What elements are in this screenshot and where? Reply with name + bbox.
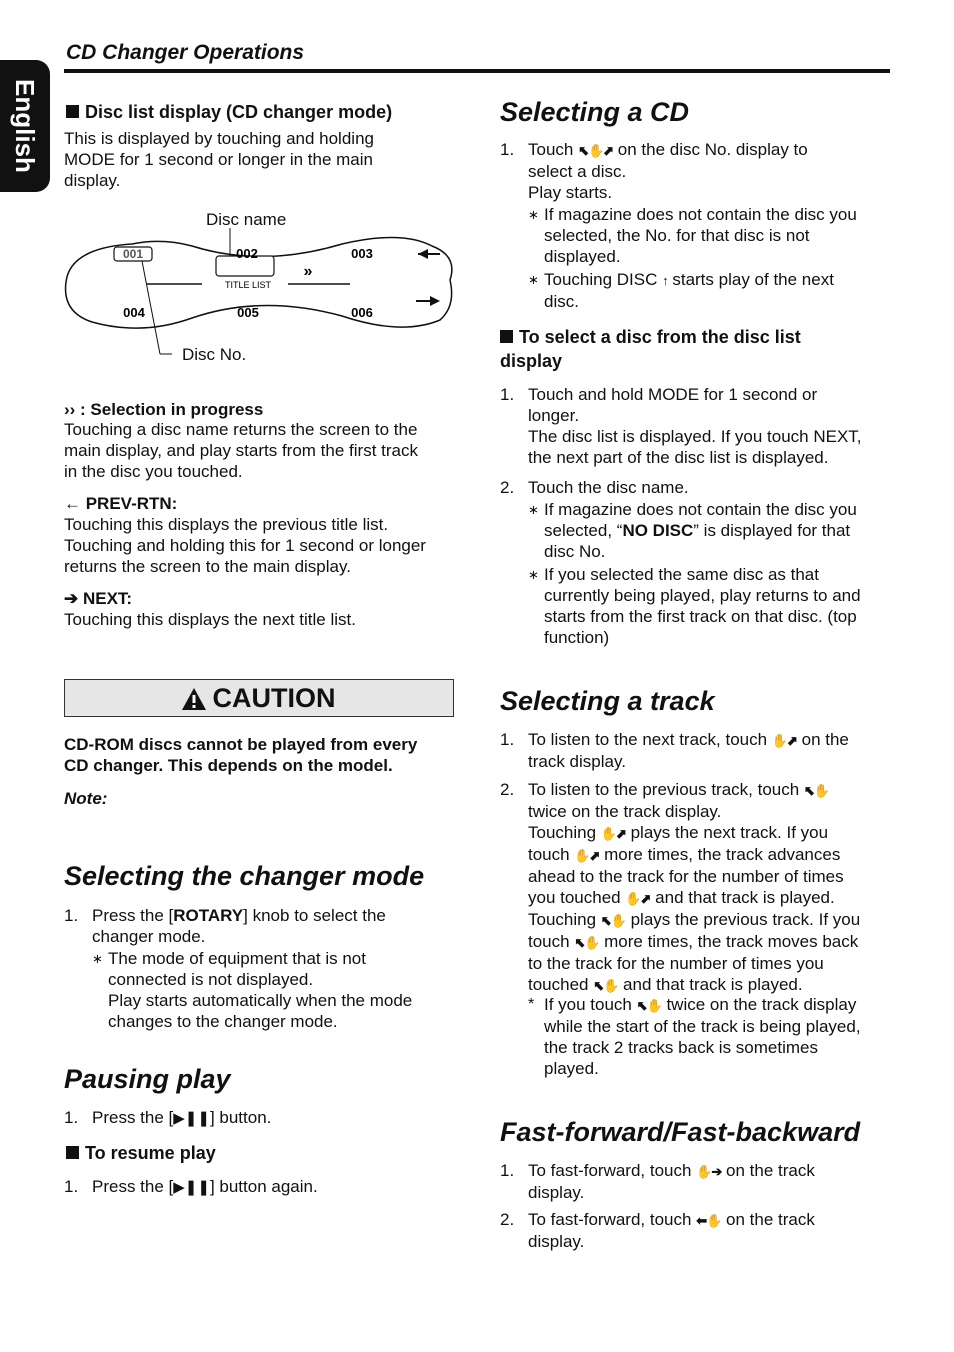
disc-list-select-heading: To select a disc from the disc list display bbox=[500, 327, 801, 371]
prev-rtn-icon[interactable] bbox=[418, 249, 440, 259]
prev-track-icon: ⬉✋ bbox=[593, 978, 619, 993]
caution-box bbox=[64, 679, 454, 717]
header-rule bbox=[64, 69, 890, 73]
next-text: Touching this displays the next title list. bbox=[64, 610, 356, 629]
next-heading: ➔ NEXT: bbox=[64, 589, 133, 608]
selection-heading: ›› : Selection in progress bbox=[64, 400, 264, 419]
resume-step-1: 1. Press the [▶❚❚] button again. bbox=[64, 1177, 318, 1196]
prev-track-icon: ⬉✋ bbox=[574, 935, 600, 950]
disc-001[interactable]: 001 bbox=[122, 247, 144, 261]
disc-list-diagram bbox=[62, 228, 458, 378]
resume-heading: To resume play bbox=[66, 1141, 216, 1165]
changer-step-1: 1. Press the [ROTARY] knob to select the changer mode. bbox=[64, 906, 386, 946]
pausing-heading: Pausing play bbox=[64, 1064, 231, 1094]
ff-step-2: 2. To fast-forward, touch ⬅✋ on the track display. bbox=[500, 1210, 815, 1251]
square-bullet-icon bbox=[66, 1146, 79, 1159]
disc-002[interactable]: 002 bbox=[236, 246, 258, 261]
language-tab bbox=[0, 60, 50, 192]
ff-step-1: 1. To fast-forward, touch ✋➔ on the track display. bbox=[500, 1161, 815, 1202]
prev-track-icon: ⬉✋ bbox=[803, 783, 830, 798]
track-note: * If you touch ⬉✋ twice on the track display while the start of the track is being played, the track 2 tracks back is sometimes played. bbox=[528, 995, 861, 1078]
disc-006[interactable]: 006 bbox=[351, 305, 373, 320]
disc-list-step-1: 1. Touch and hold MODE for 1 second or longer. The disc list is displayed. If you touch NEXT, the next part of the disc list is displayed. bbox=[500, 385, 862, 467]
prev-rtn-text: Touching this displays the previous title list. Touching and holding this for 1 second or longer returns the screen to the main display. bbox=[64, 515, 426, 576]
caution-text: CD-ROM discs cannot be played from every CD changer. This depends on the model. bbox=[64, 735, 418, 775]
disc-select-icon: ⬉✋⬈ bbox=[578, 143, 614, 158]
disc-list-step-2: 2. Touch the disc name. bbox=[500, 478, 689, 497]
next-track-icon: ✋⬈ bbox=[771, 733, 797, 748]
selection-text: Touching a disc name returns the screen to the main display, and play starts from the first track in the disc you touched. bbox=[64, 420, 418, 481]
selecting-track-heading: Selecting a track bbox=[500, 686, 715, 716]
page-header: CD Changer Operations bbox=[66, 41, 305, 64]
disc-005[interactable]: 005 bbox=[237, 305, 259, 320]
disc-list-step-2-note-1: ∗ If magazine does not contain the disc you selected, “NO DISC” is displayed for that disc No. bbox=[528, 500, 857, 561]
disc-list-step-2-note-2: ∗ If you selected the same disc as that currently being played, play returns to and starts from the first track on that disc. (top function) bbox=[528, 565, 861, 647]
next-icon[interactable] bbox=[416, 296, 440, 306]
track-step-2: 2. To listen to the previous track, touch ⬉✋ twice on the track display. Touching ✋⬈ plays the next track. If you touch ✋⬈ more times, the track advances ahead to the track for the number of times you touched ✋⬈ and that track is played. Touching ⬉✋ plays the previous track. If you touch ⬉✋ more times, the track moves back to the track for the number of times you touched ⬉✋ and that track is played. bbox=[500, 780, 861, 994]
disc-list-text: This is displayed by touching and holding MODE for 1 second or longer in the main display. bbox=[64, 129, 374, 190]
fast-backward-icon: ⬅✋ bbox=[696, 1213, 722, 1228]
title-list-text: TITLE LIST bbox=[224, 280, 272, 290]
disc-up-icon: ↑ bbox=[662, 273, 668, 288]
caution-title: CAUTION bbox=[212, 683, 336, 713]
disc-no-label: Disc No. bbox=[182, 345, 247, 364]
prev-track-icon: ⬉✋ bbox=[600, 913, 626, 928]
play-pause-icon: ▶❚❚ bbox=[173, 1110, 210, 1127]
next-track-icon: ✋⬈ bbox=[574, 848, 600, 863]
disc-list-heading: Disc list display (CD changer mode) bbox=[66, 100, 392, 124]
cd-step-1-note-2: ∗ Touching DISC ↑ starts play of the next disc. bbox=[528, 270, 834, 311]
next-track-icon: ✋⬈ bbox=[600, 826, 626, 841]
disc-name-label: Disc name bbox=[206, 210, 287, 229]
square-bullet-icon bbox=[66, 105, 79, 118]
prev-track-icon: ⬉✋ bbox=[636, 998, 662, 1013]
pausing-step-1: 1. Press the [▶❚❚] button. bbox=[64, 1108, 272, 1127]
disc-004[interactable]: 004 bbox=[123, 305, 145, 320]
changer-step-1-note: ∗ The mode of equipment that is not connected is not displayed. Play starts automatically when the mode changes to the changer mode. bbox=[92, 949, 413, 1031]
selection-icon: » bbox=[303, 263, 313, 280]
language-tab-label: English bbox=[10, 79, 40, 173]
changer-mode-heading: Selecting the changer mode bbox=[64, 861, 425, 891]
disc-003[interactable]: 003 bbox=[351, 246, 373, 261]
prev-rtn-heading: ← PREV-RTN: bbox=[64, 494, 178, 513]
fast-forward-icon: ✋➔ bbox=[696, 1164, 722, 1179]
next-track-icon: ✋⬈ bbox=[625, 891, 651, 906]
selecting-cd-heading: Selecting a CD bbox=[500, 97, 690, 127]
note-label: Note: bbox=[64, 789, 108, 808]
track-step-1: 1. To listen to the next track, touch ✋⬈ on the track display. bbox=[500, 730, 849, 771]
ff-heading: Fast-forward/Fast-backward bbox=[500, 1117, 861, 1147]
cd-step-1-note-1: ∗ If magazine does not contain the disc you selected, the No. for that disc is not displayed. bbox=[528, 205, 857, 266]
cd-step-1: 1. Touch ⬉✋⬈ on the disc No. display to select a disc. Play starts. bbox=[500, 140, 808, 202]
square-bullet-icon bbox=[500, 330, 513, 343]
play-pause-icon: ▶❚❚ bbox=[173, 1179, 210, 1196]
